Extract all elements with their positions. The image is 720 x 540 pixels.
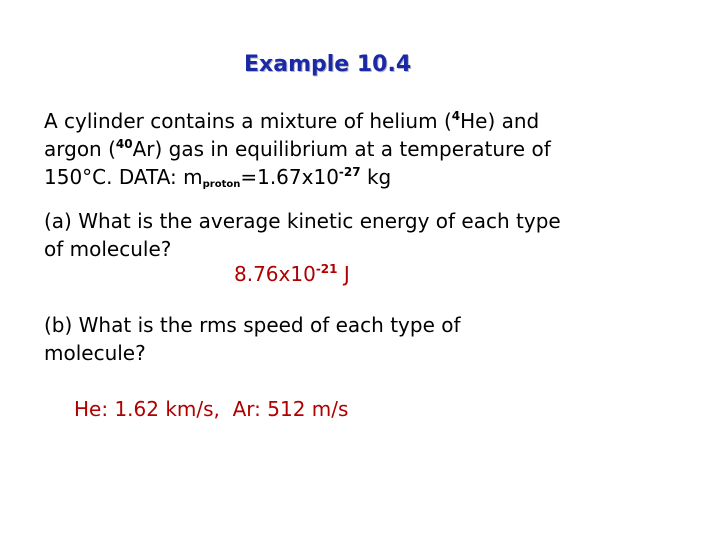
proton-mass-exponent: -27 — [338, 165, 361, 179]
question-b — [44, 311, 461, 367]
answer-a-exponent: -21 — [315, 262, 338, 276]
argon-mass-number: 40 — [115, 137, 133, 151]
page-title: Example 10.4 — [244, 52, 412, 77]
question-b-line-2: molecule? — [44, 341, 146, 365]
problem-statement — [44, 107, 551, 191]
proton-mass-unit: kg — [360, 165, 392, 189]
answer-b: He: 1.62 km/s, Ar: 512 m/s — [74, 397, 349, 421]
question-a — [44, 207, 561, 263]
answer-a-unit: J — [337, 262, 350, 286]
proton-mass-value: =1.67x10 — [240, 165, 339, 189]
problem-line-1 — [44, 107, 551, 135]
question-a-line-2: of molecule? — [44, 237, 172, 261]
problem-line-2-text: argon ( — [44, 137, 116, 161]
problem-line-3 — [44, 163, 551, 191]
problem-line-1-tail: He) and — [460, 109, 540, 133]
question-b-line-1: (b) What is the rms speed of each type of — [44, 313, 461, 337]
problem-line-1-text: A cylinder contains a mixture of helium ( — [44, 109, 452, 133]
mass-subscript: proton — [202, 179, 241, 190]
helium-mass-number: 4 — [451, 109, 461, 123]
answer-a — [234, 262, 350, 286]
problem-line-2-tail: Ar) gas in equilibrium at a temperature of — [132, 137, 551, 161]
answer-a-value: 8.76x10 — [234, 262, 316, 286]
question-a-line-1: (a) What is the average kinetic energy of each type — [44, 209, 561, 233]
problem-line-3-text: 150°C. DATA: m — [44, 165, 203, 189]
problem-line-2 — [44, 135, 551, 163]
